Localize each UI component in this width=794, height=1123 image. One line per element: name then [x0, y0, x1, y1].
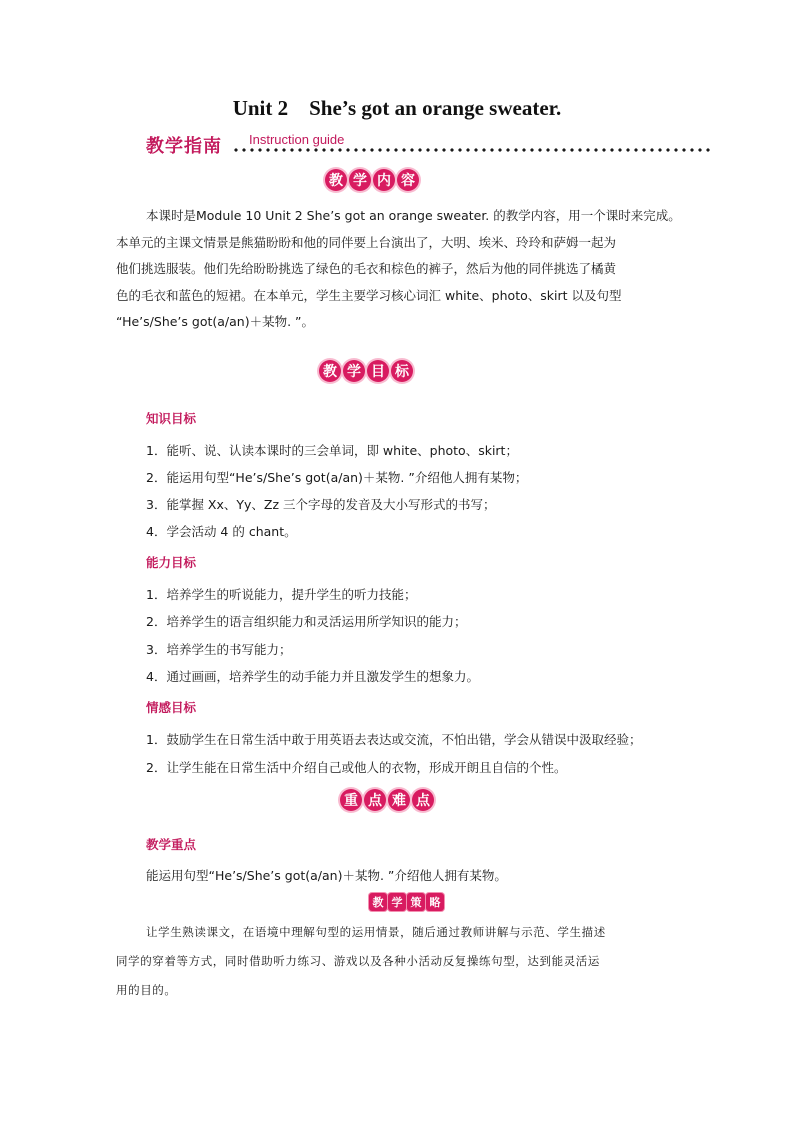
- badge-char: 教: [319, 360, 341, 382]
- section-badge-strategy: [369, 893, 444, 911]
- badge-char: 教: [369, 893, 387, 911]
- badge-char: 教: [325, 169, 347, 191]
- badge-char: 点: [412, 789, 434, 811]
- instruction-guide-header: [146, 130, 712, 158]
- ability-goal-item: 4．通过画画，培养学生的动手能力并且激发学生的想象力。: [146, 669, 479, 684]
- key-points-heading: 教学重点: [146, 837, 197, 852]
- strategy-line: 让学生熟读课文，在语境中理解句型的运用情景，随后通过教师讲解与示范、学生描述: [146, 925, 606, 939]
- page-title: Unit 2 She’s got an orange sweater.: [232, 96, 562, 120]
- ability-goal-item: 1．培养学生的听说能力，提升学生的听力技能；: [146, 587, 417, 602]
- ability-goals-heading: 能力目标: [146, 555, 197, 570]
- section-badge-key-points: [340, 789, 434, 811]
- content-line: 他们挑选服装。他们先给盼盼挑选了绿色的毛衣和棕色的裤子，然后为他的同伴挑选了橘黄: [116, 261, 617, 276]
- badge-char: 重: [340, 789, 362, 811]
- strategy-line: 用的目的。: [116, 983, 177, 997]
- content-line: 本单元的主课文情景是熊猫盼盼和他的同伴要上台演出了，大明、埃米、玲玲和萨姆一起为: [116, 234, 617, 250]
- dotted-divider: [232, 148, 712, 152]
- content-paragraph: [116, 203, 682, 336]
- emotion-goal-item: 1．鼓励学生在日常生活中敢于用英语去表达或交流，不怕出错，学会从错误中汲取经验；: [146, 732, 642, 747]
- badge-char: 目: [367, 360, 389, 382]
- strategy-line: 同学的穿着等方式，同时借助听力练习、游戏以及各种小活动反复操练句型，达到能灵活运: [116, 954, 600, 968]
- ability-goal-item: 3．培养学生的书写能力；: [146, 642, 292, 657]
- knowledge-goals-heading: 知识目标: [146, 411, 197, 426]
- ability-goal-item: 2．培养学生的语言组织能力和灵活运用所学知识的能力；: [146, 614, 467, 629]
- guide-heading-cn: 教学指南: [146, 136, 222, 157]
- badge-char: 容: [397, 169, 419, 191]
- content-line: 色的毛衣和蓝色的短裙。在本单元，学生主要学习核心词汇 white、photo、skirt 以及句型: [116, 287, 622, 303]
- content-line: 本课时是Module 10 Unit 2 She’s got an orange sweater. 的教学内容，用一个课时来完成。: [146, 208, 681, 223]
- emotion-goals-heading: 情感目标: [146, 700, 197, 715]
- emotion-goal-item: 2．让学生能在日常生活中介绍自己或他人的衣物，形成开朗且自信的个性。: [146, 760, 567, 775]
- knowledge-goal-item: 2．能运用句型“He’s/She’s got(a/an)＋某物. ”介绍他人拥有某物；: [146, 470, 528, 485]
- content-line: “He’s/She’s got(a/an)＋某物. ”。: [116, 314, 314, 329]
- badge-char: 学: [349, 169, 371, 191]
- badge-char: 学: [343, 360, 365, 382]
- badge-char: 难: [388, 789, 410, 811]
- badge-char: 策: [407, 893, 425, 911]
- guide-heading-en: Instruction guide: [249, 132, 345, 147]
- section-badge-goals: [319, 360, 413, 382]
- badge-char: 略: [426, 893, 444, 911]
- badge-char: 标: [391, 360, 413, 382]
- section-badge-content: [325, 169, 419, 191]
- strategy-paragraph: [116, 918, 706, 1005]
- knowledge-goal-item: 1．能听、说、认读本课时的三会单词，即 white、photo、skirt；: [146, 443, 518, 458]
- knowledge-goal-item: 3．能掌握 Xx、Yy、Zz 三个字母的发音及大小写形式的书写；: [146, 497, 496, 512]
- knowledge-goal-item: 4．学会活动 4 的 chant。: [146, 524, 297, 539]
- badge-char: 点: [364, 789, 386, 811]
- key-points-text: 能运用句型“He’s/She’s got(a/an)＋某物. ”介绍他人拥有某物。: [146, 868, 507, 883]
- badge-char: 内: [373, 169, 395, 191]
- badge-char: 学: [388, 893, 406, 911]
